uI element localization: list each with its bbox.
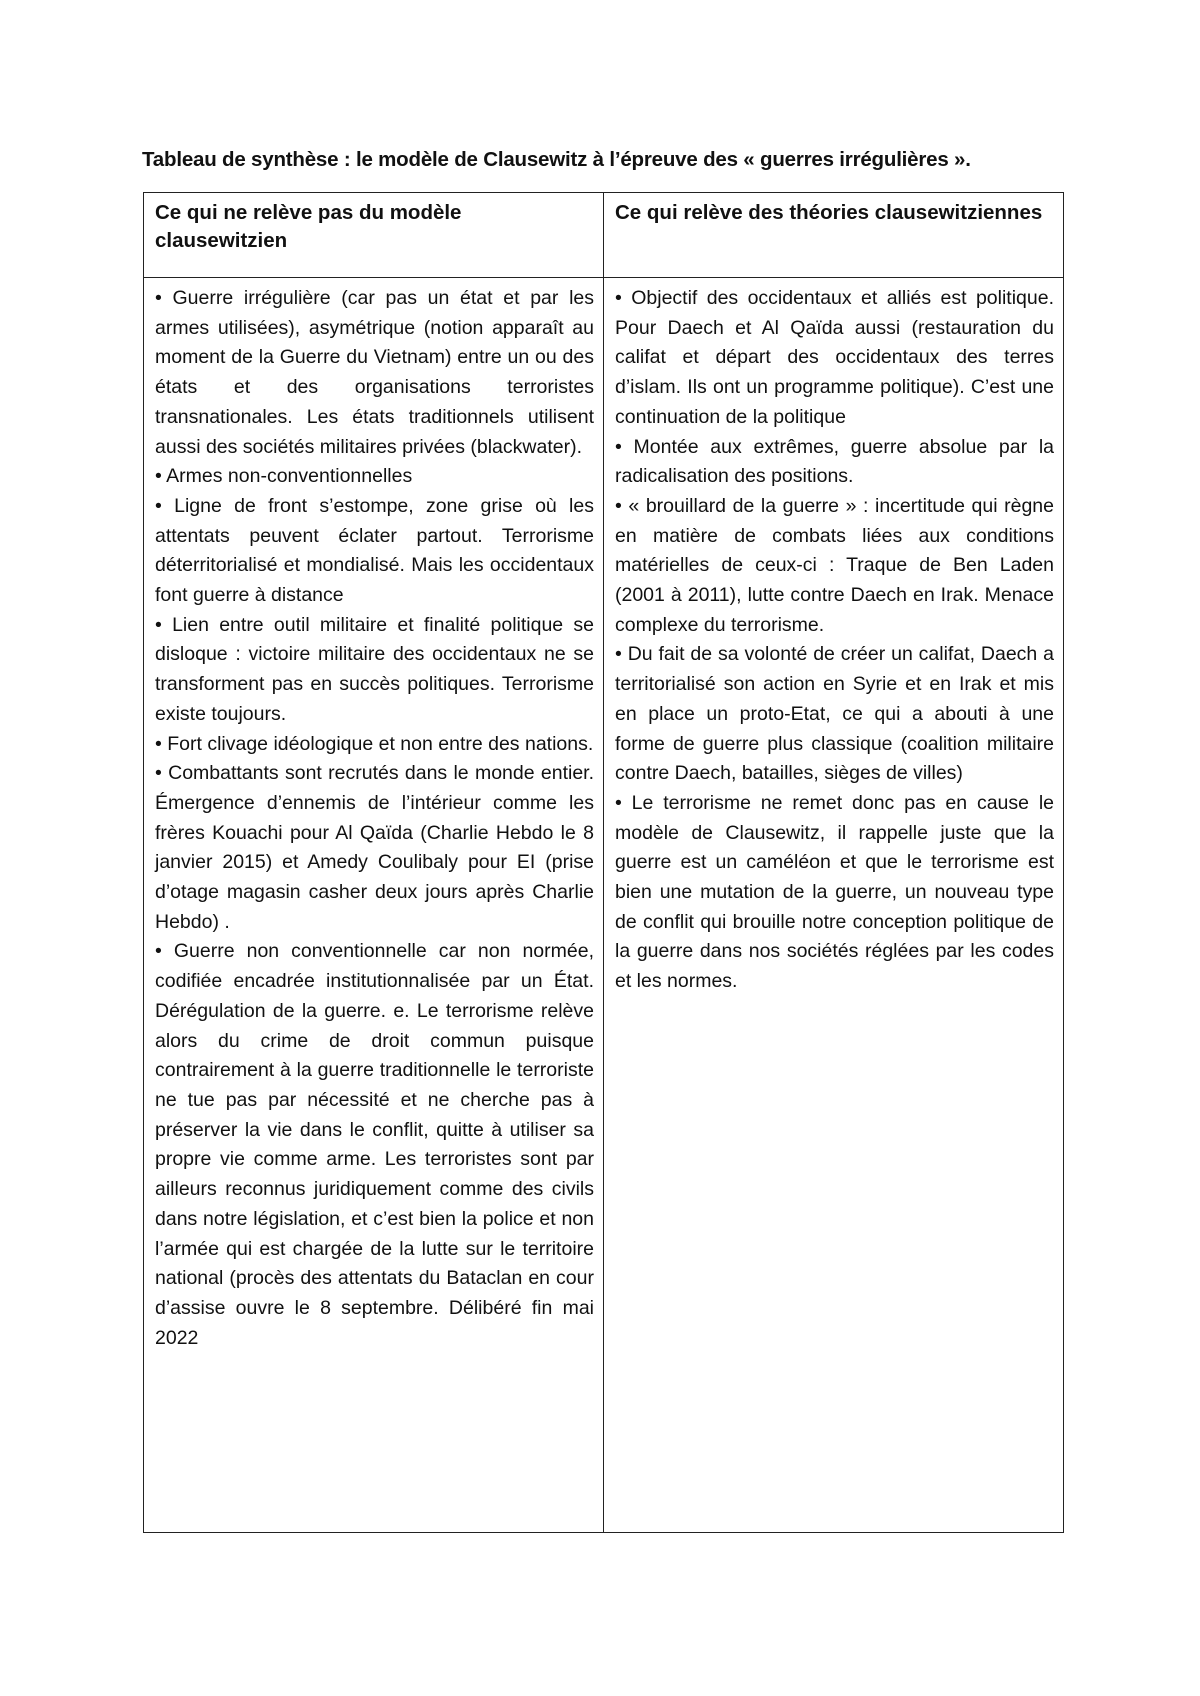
left-item-1: • Guerre irrégulière (car pas un état et par les armes utilisées), asymétrique (notion apparaît au moment de la Guerre du Vietnam) entre un ou des états et des organisations terroristes transnationales. Les états traditionnels utilisent aussi des sociétés militaires privées (blackwater). (155, 287, 594, 458)
table-body-row (144, 278, 1064, 1533)
left-item-6: • Combattants sont recrutés dans le monde entier. Émergence d’ennemis de l’intérieur comme les frères Kouachi pour Al Qaïda (Charlie Hebdo le 8 janvier 2015) et Amedy Coulibaly pour EI (prise d’otage magasin casher deux jours après Charlie Hebdo) . (155, 762, 594, 933)
header-not-clausewitzian: Ce qui ne relève pas du modèle clausewitzien (144, 193, 604, 278)
right-item-3: • « brouillard de la guerre » : incertitude qui règne en matière de combats liées aux conditions matérielles de ceux-ci : Traque de Ben Laden (2001 à 2011), lutte contre Daech en Irak. Menace complexe du terrorisme. (615, 494, 1054, 636)
document-title: Tableau de synthèse : le modèle de Clausewitz à l’épreuve des « guerres irrégulières ». (142, 148, 971, 171)
right-item-4: • Du fait de sa volonté de créer un califat, Daech a territorialisé son action en Syrie et en Irak et mis en place un proto-Etat, ce qui a abouti à une forme de guerre plus classique (coalition militaire contre Daech, batailles, sièges de villes) (615, 643, 1054, 785)
left-item-7: • Guerre non conventionnelle car non normée, codifiée encadrée institutionnalisée par un État. Dérégulation de la guerre. e. Le terrorisme relève alors du crime de droit commun puisque contrairement à la guerre traditionnelle le terroriste ne tue pas par nécessité et ne cherche pas à préserver la vie dans le conflit, quitte à utiliser sa propre vie comme arme. Les terroristes sont par ailleurs reconnus juridiquement comme des civils dans notre législation, et c’est bien la police et non l’armée qui est chargée de la lutte sur le territoire national (procès des attentats du Bataclan en cour d’assise ouvre le 8 septembre. Délibéré fin mai 2022 (155, 940, 594, 1349)
right-item-2: • Montée aux extrêmes, guerre absolue par la radicalisation des positions. (615, 435, 1054, 488)
left-column-cell (144, 278, 604, 1533)
right-column-cell (604, 278, 1064, 1533)
synthesis-table (143, 192, 1064, 1533)
header-clausewitzian: Ce qui relève des théories clausewitziennes (604, 193, 1064, 278)
right-item-1: • Objectif des occidentaux et alliés est politique. Pour Daech et Al Qaïda aussi (restauration du califat et départ des occidentaux des terres d’islam. Ils ont un programme politique). C’est une continuation de la politique (615, 287, 1054, 428)
left-item-2: • Armes non-conventionnelles (155, 465, 413, 488)
left-item-4: • Lien entre outil militaire et finalité politique se disloque : victoire militaire des occidentaux ne se transforment pas en succès politiques. Terrorisme existe toujours. (155, 613, 594, 725)
table-header-row (144, 193, 1064, 278)
right-item-5: • Le terrorisme ne remet donc pas en cause le modèle de Clausewitz, il rappelle juste que la guerre est un caméléon et que le terrorisme est bien une mutation de la guerre, un nouveau type de conflit qui brouille notre conception politique de la guerre dans nos sociétés réglées par les codes et les normes. (615, 791, 1054, 993)
left-item-5: • Fort clivage idéologique et non entre des nations. (155, 732, 594, 755)
left-item-3: • Ligne de front s’estompe, zone grise où les attentats peuvent éclater partout. Terrorisme déterritorialisé et mondialisé. Mais les occidentaux font guerre à distance (155, 494, 594, 607)
